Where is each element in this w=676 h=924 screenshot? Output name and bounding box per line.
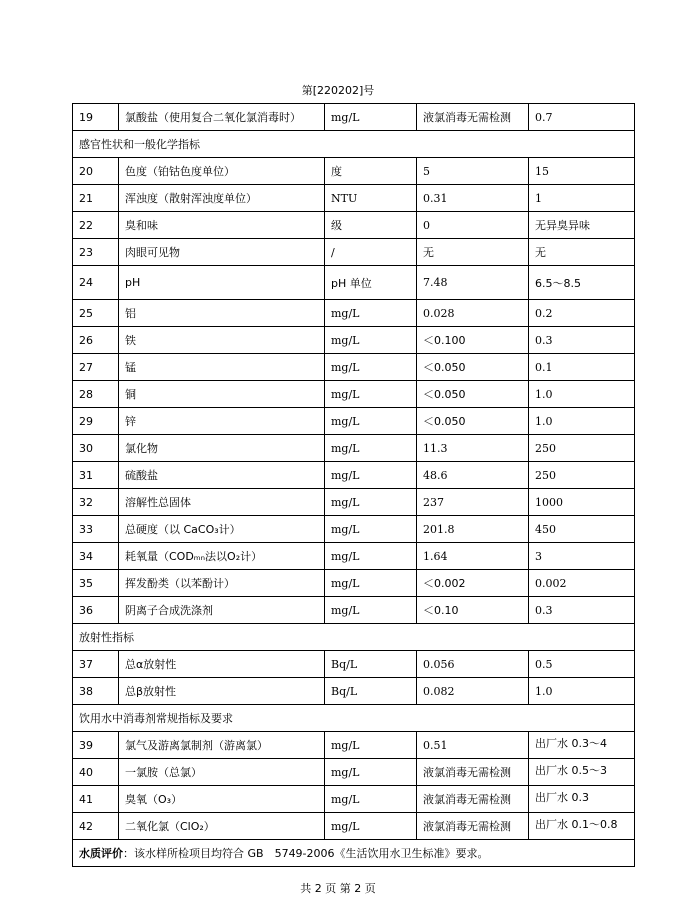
item-unit: Bq/L: [325, 678, 417, 705]
standard-limit: 6.5～8.5: [529, 266, 635, 300]
item-unit: mg/L: [325, 597, 417, 624]
item-unit: mg/L: [325, 759, 417, 786]
standard-limit: 无异臭异味: [529, 212, 635, 239]
test-result: 0.51: [417, 732, 529, 759]
standard-limit: 0.3: [529, 327, 635, 354]
table-row: [73, 381, 635, 408]
table-row: [73, 678, 635, 705]
item-name: 氯酸盐（使用复合二氧化氯消毒时）: [119, 104, 325, 131]
table-row: [73, 185, 635, 212]
item-unit: mg/L: [325, 354, 417, 381]
item-name: 浑浊度（散射浑浊度单位）: [119, 185, 325, 212]
summary-row: [73, 840, 635, 867]
table-row: [73, 300, 635, 327]
test-result: 0.31: [417, 185, 529, 212]
item-name: 总硬度（以 CaCO₃计）: [119, 516, 325, 543]
item-name: 挥发酚类（以苯酚计）: [119, 570, 325, 597]
evaluation-label: 水质评价: [79, 847, 123, 860]
standard-limit: 1.0: [529, 408, 635, 435]
item-name: 总β放射性: [119, 678, 325, 705]
item-unit: 度: [325, 158, 417, 185]
section-title: 放射性指标: [73, 624, 635, 651]
table-row: [73, 327, 635, 354]
test-result: 11.3: [417, 435, 529, 462]
standard-limit: 0.5: [529, 651, 635, 678]
test-result: 0.082: [417, 678, 529, 705]
item-name: 铝: [119, 300, 325, 327]
table-row: [73, 786, 635, 813]
item-name: 臭和味: [119, 212, 325, 239]
item-unit: mg/L: [325, 732, 417, 759]
standard-limit: 1.0: [529, 678, 635, 705]
item-name: 氯化物: [119, 435, 325, 462]
item-number: 25: [73, 300, 119, 327]
item-unit: mg/L: [325, 813, 417, 840]
item-name: 一氯胺（总氯）: [119, 759, 325, 786]
item-unit: 级: [325, 212, 417, 239]
item-unit: NTU: [325, 185, 417, 212]
standard-limit: 出厂水 0.3: [529, 786, 635, 813]
item-name: 氯气及游离氯制剂（游离氯）: [119, 732, 325, 759]
table-row: [73, 489, 635, 516]
table-row: [73, 212, 635, 239]
water-quality-table: [72, 103, 635, 867]
standard-limit: 15: [529, 158, 635, 185]
test-result: 1.64: [417, 543, 529, 570]
item-number: 30: [73, 435, 119, 462]
item-number: 20: [73, 158, 119, 185]
standard-limit: 1.0: [529, 381, 635, 408]
test-result: 无: [417, 239, 529, 266]
item-name: 阴离子合成洗涤剂: [119, 597, 325, 624]
standard-limit: 0.1: [529, 354, 635, 381]
section-title: 饮用水中消毒剂常规指标及要求: [73, 705, 635, 732]
standard-limit: 3: [529, 543, 635, 570]
section-title: 感官性状和一般化学指标: [73, 131, 635, 158]
test-result: ＜0.100: [417, 327, 529, 354]
table-row: [73, 813, 635, 840]
page-footer: 共 2 页 第 2 页: [300, 882, 376, 895]
table-row: [73, 516, 635, 543]
table-row: [73, 435, 635, 462]
item-number: 28: [73, 381, 119, 408]
table-row: [73, 104, 635, 131]
item-name: 锰: [119, 354, 325, 381]
standard-limit: 0.002: [529, 570, 635, 597]
item-unit: pH 单位: [325, 266, 417, 300]
item-unit: mg/L: [325, 327, 417, 354]
item-unit: mg/L: [325, 786, 417, 813]
test-result: 0: [417, 212, 529, 239]
item-name: 二氧化氯（ClO₂）: [119, 813, 325, 840]
standard-limit: 450: [529, 516, 635, 543]
item-unit: mg/L: [325, 408, 417, 435]
item-unit: mg/L: [325, 489, 417, 516]
standard-limit: 1: [529, 185, 635, 212]
evaluation-text: ：该水样所检项目均符合 GB 5749-2006《生活饮用水卫生标准》要求。: [123, 847, 489, 860]
table-row: [73, 158, 635, 185]
item-number: 33: [73, 516, 119, 543]
item-number: 23: [73, 239, 119, 266]
table-row: [73, 759, 635, 786]
test-result: ＜0.002: [417, 570, 529, 597]
item-number: 19: [73, 104, 119, 131]
test-result: 48.6: [417, 462, 529, 489]
test-result: 0.056: [417, 651, 529, 678]
test-result: 7.48: [417, 266, 529, 300]
item-number: 37: [73, 651, 119, 678]
standard-limit: 0.2: [529, 300, 635, 327]
table-row: [73, 239, 635, 266]
item-unit: mg/L: [325, 543, 417, 570]
standard-limit: 1000: [529, 489, 635, 516]
table-row: [73, 266, 635, 300]
item-unit: mg/L: [325, 462, 417, 489]
test-result: 液氯消毒无需检测: [417, 786, 529, 813]
item-number: 34: [73, 543, 119, 570]
item-name: 铜: [119, 381, 325, 408]
item-name: 硫酸盐: [119, 462, 325, 489]
water-quality-evaluation: [73, 840, 635, 867]
standard-limit: 0.3: [529, 597, 635, 624]
item-name: pH: [119, 266, 325, 300]
item-number: 29: [73, 408, 119, 435]
table-row: [73, 408, 635, 435]
standard-limit: 无: [529, 239, 635, 266]
test-result: 液氯消毒无需检测: [417, 104, 529, 131]
table-row: [73, 651, 635, 678]
test-result: 201.8: [417, 516, 529, 543]
test-result: 5: [417, 158, 529, 185]
standard-limit: 0.7: [529, 104, 635, 131]
item-name: 总α放射性: [119, 651, 325, 678]
table-row: [73, 354, 635, 381]
item-number: 36: [73, 597, 119, 624]
test-result: 液氯消毒无需检测: [417, 813, 529, 840]
item-unit: Bq/L: [325, 651, 417, 678]
item-number: 40: [73, 759, 119, 786]
report-number: 第[220202]号: [301, 84, 375, 97]
item-name: 耗氧量（CODₘₙ法以O₂计）: [119, 543, 325, 570]
item-unit: mg/L: [325, 104, 417, 131]
item-name: 肉眼可见物: [119, 239, 325, 266]
test-result: 237: [417, 489, 529, 516]
standard-limit: 出厂水 0.1～0.8: [529, 813, 635, 840]
test-result: 0.028: [417, 300, 529, 327]
item-name: 铁: [119, 327, 325, 354]
item-number: 38: [73, 678, 119, 705]
test-result: ＜0.050: [417, 408, 529, 435]
table-row: [73, 570, 635, 597]
table-row: [73, 732, 635, 759]
test-result: ＜0.10: [417, 597, 529, 624]
item-name: 锌: [119, 408, 325, 435]
table-row: [73, 462, 635, 489]
item-number: 31: [73, 462, 119, 489]
item-unit: /: [325, 239, 417, 266]
item-unit: mg/L: [325, 300, 417, 327]
item-unit: mg/L: [325, 570, 417, 597]
standard-limit: 出厂水 0.3～4: [529, 732, 635, 759]
item-number: 35: [73, 570, 119, 597]
item-unit: mg/L: [325, 435, 417, 462]
item-number: 39: [73, 732, 119, 759]
test-result: ＜0.050: [417, 354, 529, 381]
table-row: [73, 543, 635, 570]
item-number: 26: [73, 327, 119, 354]
item-number: 24: [73, 266, 119, 300]
item-unit: mg/L: [325, 381, 417, 408]
item-unit: mg/L: [325, 516, 417, 543]
standard-limit: 出厂水 0.5～3: [529, 759, 635, 786]
item-number: 27: [73, 354, 119, 381]
item-number: 32: [73, 489, 119, 516]
item-number: 42: [73, 813, 119, 840]
section-header-row: [73, 705, 635, 732]
item-name: 溶解性总固体: [119, 489, 325, 516]
item-number: 22: [73, 212, 119, 239]
item-name: 臭氧（O₃）: [119, 786, 325, 813]
standard-limit: 250: [529, 462, 635, 489]
table-row: [73, 597, 635, 624]
item-number: 41: [73, 786, 119, 813]
item-name: 色度（铂钴色度单位）: [119, 158, 325, 185]
test-result: ＜0.050: [417, 381, 529, 408]
section-header-row: [73, 131, 635, 158]
test-result: 液氯消毒无需检测: [417, 759, 529, 786]
standard-limit: 250: [529, 435, 635, 462]
item-number: 21: [73, 185, 119, 212]
section-header-row: [73, 624, 635, 651]
